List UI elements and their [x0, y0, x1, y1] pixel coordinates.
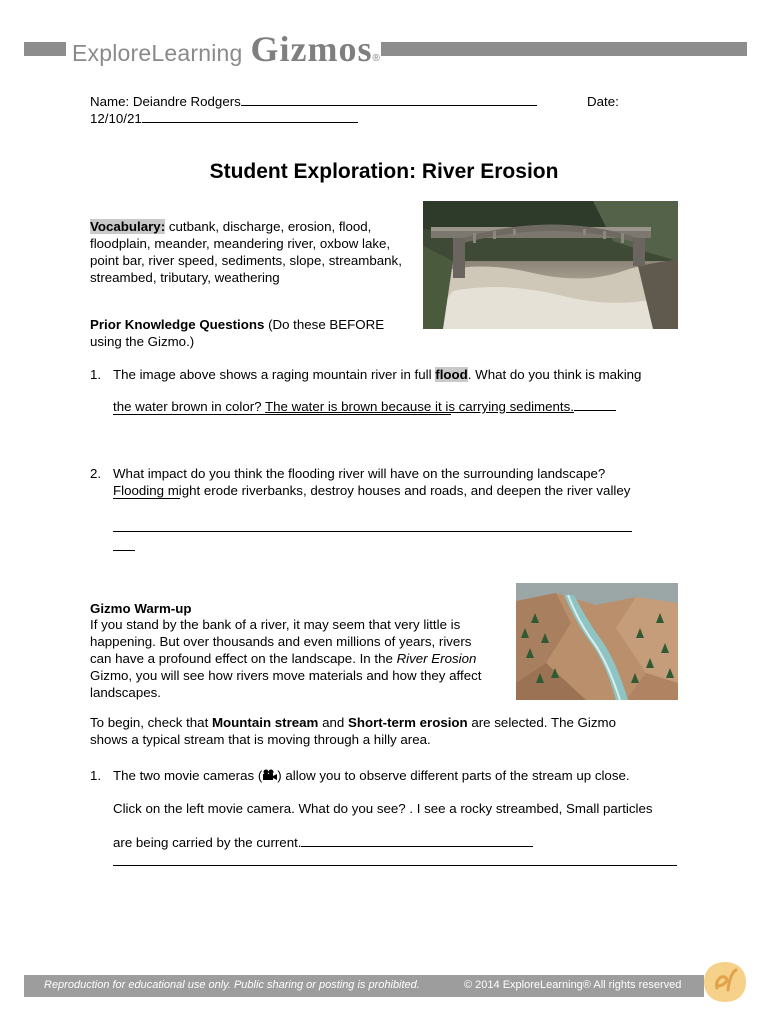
footer-copyright: © 2014 ExploreLearning® All rights reserved [464, 979, 682, 991]
answer-line [301, 846, 533, 847]
begin-instructions [90, 714, 650, 748]
river-valley-image [516, 583, 678, 700]
vocabulary-label: Vocabulary: [90, 219, 166, 234]
vocabulary-text: cutbank, discharge, erosion, flood, floodplain, meander, meandering river, oxbow lake, point bar, river speed, sediments, slope, streambank, streambed, tributary, weathering [90, 219, 402, 285]
question-number: 2. [90, 466, 102, 481]
warmup-body-text-cont: Gizmo, you will see how rivers move materials and how they affect landscapes. [90, 668, 482, 700]
footer-disclaimer: Reproduction for educational use only. Public sharing or posting is prohibited. [44, 979, 420, 991]
name-label: Name: [90, 94, 130, 109]
question-text: The image above shows a raging mountain river in full [113, 367, 432, 382]
question-number: 1. [90, 768, 102, 783]
registered-mark: ® [372, 53, 380, 64]
question-text: What impact do you think the flooding river will have on the surrounding landscape? [113, 466, 606, 481]
question-number: 1. [90, 367, 102, 382]
date-line [142, 122, 358, 123]
answer-line [113, 550, 135, 551]
mountain-stream-option: Mountain stream [211, 715, 319, 730]
answer-line [113, 865, 677, 866]
begin-text-cont: are selected. The Gizmo shows a typical stream that is moving through a hilly area. [90, 715, 616, 747]
warmup-heading: Gizmo Warm-up [90, 601, 192, 616]
prior-question-1 [0, 366, 768, 436]
vocabulary-block [90, 218, 410, 286]
header-bar-left [24, 42, 66, 56]
question-answer-line2: Click on the left movie camera. What do you see? . I see a rocky streambed, Small particles [113, 801, 653, 816]
product-text: Gizmos [250, 29, 373, 69]
answer-line [113, 498, 180, 499]
date-value: 12/10/21 [90, 111, 142, 126]
warmup-body [90, 616, 490, 701]
question-text-cont: . What do you think is making [467, 367, 642, 382]
movie-camera-icon [262, 769, 277, 781]
question-text-cont: ) allow you to observe different parts of the stream up close. [277, 768, 630, 783]
prior-knowledge-note: (Do these BEFORE using the Gizmo.) [90, 317, 385, 349]
begin-text-and: and [322, 715, 345, 730]
name-line [241, 105, 537, 106]
date-label: Date: [587, 94, 619, 109]
gizmo-name-italic: River Erosion [396, 651, 477, 666]
page-title: Student Exploration: River Erosion [209, 160, 559, 183]
prior-question-2 [0, 465, 768, 575]
explorelearning-logo-icon [702, 960, 748, 1004]
warmup-question-1 [0, 767, 768, 887]
answer-line [113, 531, 632, 532]
brand-text: ExploreLearning [72, 40, 243, 66]
name-date-block [90, 93, 650, 110]
question-text: The two movie cameras ( [113, 768, 263, 783]
name-value: Deiandre Rodgers [132, 94, 241, 109]
answer-text: Flooding might erode riverbanks, destroy houses and roads, and deepen the river valley [113, 483, 631, 498]
question-text-line2: the water brown in color? [113, 399, 262, 414]
flood-highlight: flood [435, 367, 468, 382]
begin-text: To begin, check that [90, 715, 209, 730]
prior-knowledge-heading: Prior Knowledge Questions [90, 317, 265, 332]
warmup-body-text: If you stand by the bank of a river, it may seem that very little is happening. But over thousands and even millions of years, rivers can have a profound effect on the landscape. In the [90, 617, 472, 666]
short-term-erosion-option: Short-term erosion [347, 715, 468, 730]
answer-line-tail [574, 410, 616, 411]
answer-line [113, 414, 451, 415]
flood-river-photo [423, 201, 678, 329]
explorelearning-gizmos-logo [72, 28, 380, 68]
header-bar-right [381, 42, 747, 56]
answer-text: The water is brown because it is carrying sediments. [265, 399, 574, 414]
prior-knowledge-heading-block [90, 316, 410, 350]
date-row [90, 110, 358, 127]
answer-text: are being carried by the current. [113, 835, 302, 850]
